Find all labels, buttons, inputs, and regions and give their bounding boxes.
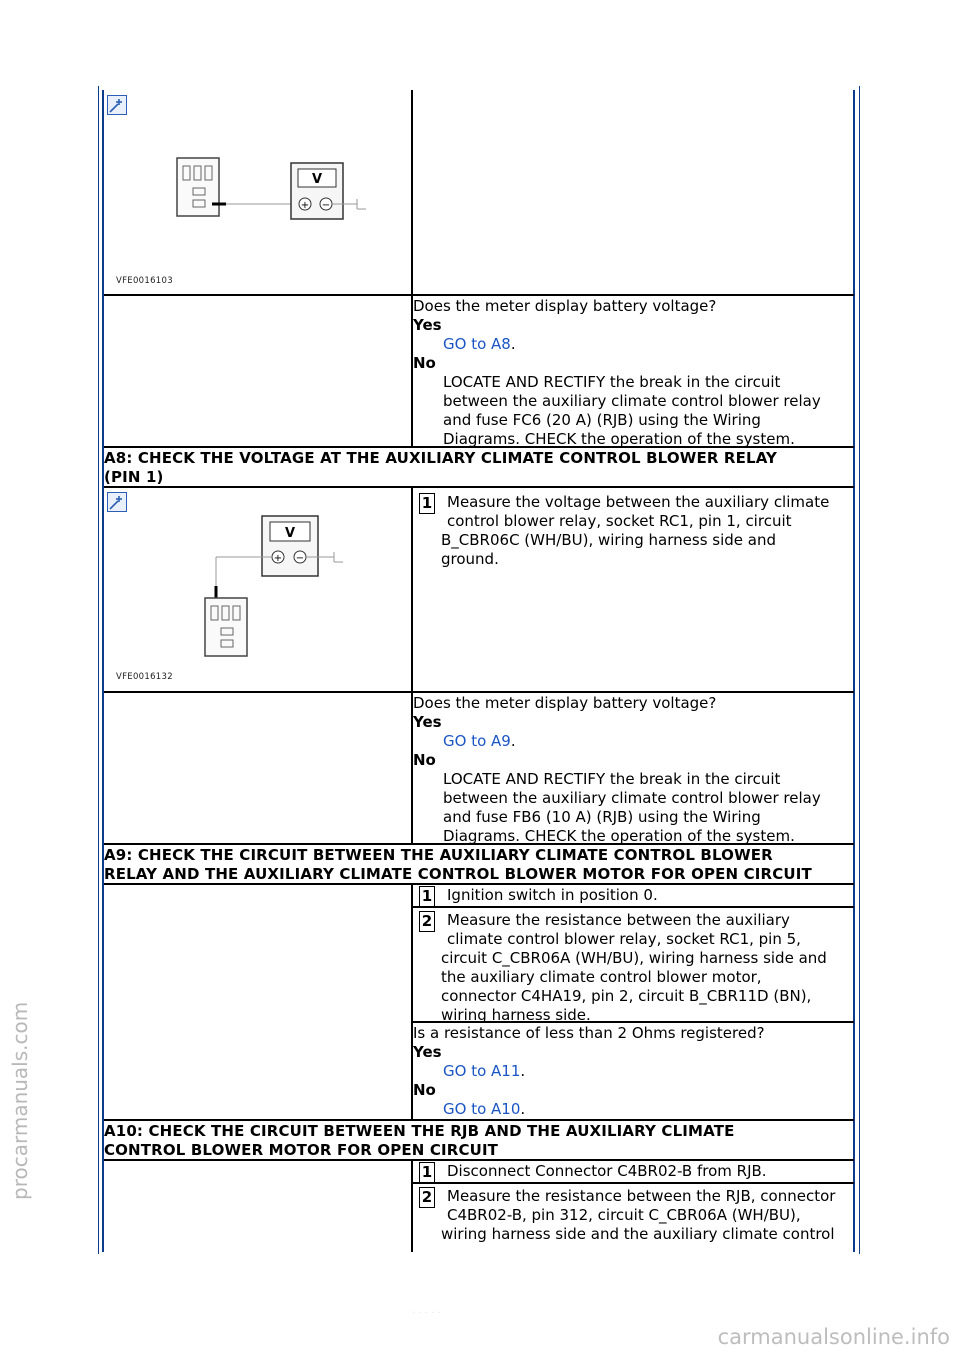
figure-id: VFE0016103 <box>116 276 173 286</box>
step-2 <box>419 1187 835 1244</box>
figure-cell-a8 <box>104 488 413 693</box>
no-action-text: LOCATE AND RECTIFY the break in the circuit between the auxiliary climate control blower relay and fuse FB6 (10 A) (RJB) using the Wiring Diagrams. CHECK the operation of the system. <box>443 770 821 845</box>
figure-id: VFE0016132 <box>116 672 173 682</box>
meter-plus: + <box>273 553 283 564</box>
meter-plus: + <box>300 200 310 211</box>
step-row-a9-2 <box>413 908 854 1023</box>
step-2 <box>419 911 827 1025</box>
go-to-a8-link[interactable]: GO to A8 <box>443 335 511 353</box>
step-number: 1 <box>419 886 435 907</box>
instruction-cell-a8 <box>413 488 854 693</box>
relay-voltmeter-diagram <box>178 506 358 666</box>
go-to-a11-link[interactable]: GO to A11 <box>443 1062 521 1080</box>
step-number: 1 <box>419 1162 435 1183</box>
step-1 <box>419 886 658 907</box>
empty-cell <box>104 1023 413 1121</box>
go-to-a10-link[interactable]: GO to A10 <box>443 1100 521 1118</box>
no-label: No <box>413 751 436 769</box>
zoom-icon[interactable] <box>107 95 127 115</box>
result-cell-a8: Does the meter display battery voltage? Yes GO to A9. No LOCATE AND RECTIFY the break in the circuit between the auxiliary climate control blower relay and fuse FB6 (10 A) (RJB) using the Wiring Diagrams. CHECK the operation of the system. <box>413 693 854 845</box>
bottom-watermark: carmanualsonline.info <box>717 1325 950 1349</box>
step-text: Measure the resistance between the RJB, connector C4BR02-B, pin 312, circuit C_CBR06A (WH/BU), wiring harness side and the auxiliary climate control <box>441 1187 836 1243</box>
page-frame-left-outer <box>98 86 99 1254</box>
page-frame-right-outer <box>859 86 860 1254</box>
go-to-a9-link[interactable]: GO to A9 <box>443 732 511 750</box>
yes-label: Yes <box>413 713 442 731</box>
step-1 <box>419 493 829 569</box>
no-label: No <box>413 1081 436 1099</box>
empty-cell <box>104 885 413 1023</box>
faint-page-number: · · · · · <box>412 1308 441 1319</box>
result-cell-a9: Is a resistance of less than 2 Ohms registered? Yes GO to A11. No GO to A10. <box>413 1023 854 1121</box>
section-heading-a8: A8: CHECK THE VOLTAGE AT THE AUXILIARY CLIMATE CONTROL BLOWER RELAY (PIN 1) <box>104 448 854 488</box>
step-number: 1 <box>419 493 435 514</box>
relay-voltmeter-diagram <box>174 155 374 225</box>
section-heading-a9: A9: CHECK THE CIRCUIT BETWEEN THE AUXILIARY CLIMATE CONTROL BLOWER RELAY AND THE AUXILIARY CLIMATE CONTROL BLOWER MOTOR FOR OPEN CIRCUIT <box>104 845 854 885</box>
yes-label: Yes <box>413 1043 442 1061</box>
step-row-a9-1 <box>413 885 854 908</box>
figure-cell-a7 <box>104 90 413 296</box>
question-text: Does the meter display battery voltage? <box>413 297 717 315</box>
step-text: Disconnect Connector C4BR02-B from RJB. <box>447 1162 767 1180</box>
result-cell-a7: Does the meter display battery voltage? Yes GO to A8. No LOCATE AND RECTIFY the break in the circuit between the auxiliary climate control blower relay and fuse FC6 (20 A) (RJB) using the Wiring Diagrams. CHECK the operation of the system. <box>413 296 854 448</box>
yes-label: Yes <box>413 316 442 334</box>
step-number: 2 <box>419 911 435 932</box>
step-row-a10-2 <box>413 1184 854 1252</box>
meter-minus: − <box>321 200 331 211</box>
step-row-a10-1 <box>413 1161 854 1184</box>
question-text: Does the meter display battery voltage? <box>413 694 717 712</box>
meter-letter: V <box>311 172 323 187</box>
step-number: 2 <box>419 1187 435 1208</box>
step-text: Measure the voltage between the auxiliary climate control blower relay, socket RC1, pin 1, circuit B_CBR06C (WH/BU), wiring harness side and ground. <box>441 493 830 568</box>
procedure-table <box>104 90 854 1252</box>
empty-cell <box>104 693 413 845</box>
zoom-icon[interactable] <box>107 492 127 512</box>
step-1 <box>419 1162 767 1183</box>
empty-instruction-cell <box>413 90 854 296</box>
meter-letter: V <box>284 526 296 541</box>
section-heading-a10: A10: CHECK THE CIRCUIT BETWEEN THE RJB AND THE AUXILIARY CLIMATE CONTROL BLOWER MOTOR FOR OPEN CIRCUIT <box>104 1121 854 1161</box>
side-watermark: procarmanuals.com <box>8 1001 32 1200</box>
meter-minus: − <box>295 553 305 564</box>
empty-cell <box>104 1161 413 1252</box>
empty-cell <box>104 296 413 448</box>
no-action-text: LOCATE AND RECTIFY the break in the circuit between the auxiliary climate control blower relay and fuse FC6 (20 A) (RJB) using the Wiring Diagrams. CHECK the operation of the system. <box>443 373 821 448</box>
step-text: Ignition switch in position 0. <box>447 886 658 904</box>
step-text: Measure the resistance between the auxiliary climate control blower relay, socket RC1, pin 5, circuit C_CBR06A (WH/BU), wiring harness side and the auxiliary climate control blower motor, connector C4HA19, pin 2, circuit B_CBR11D (BN), wiring harness side. <box>441 911 827 1024</box>
no-label: No <box>413 354 436 372</box>
question-text: Is a resistance of less than 2 Ohms registered? <box>413 1024 765 1042</box>
